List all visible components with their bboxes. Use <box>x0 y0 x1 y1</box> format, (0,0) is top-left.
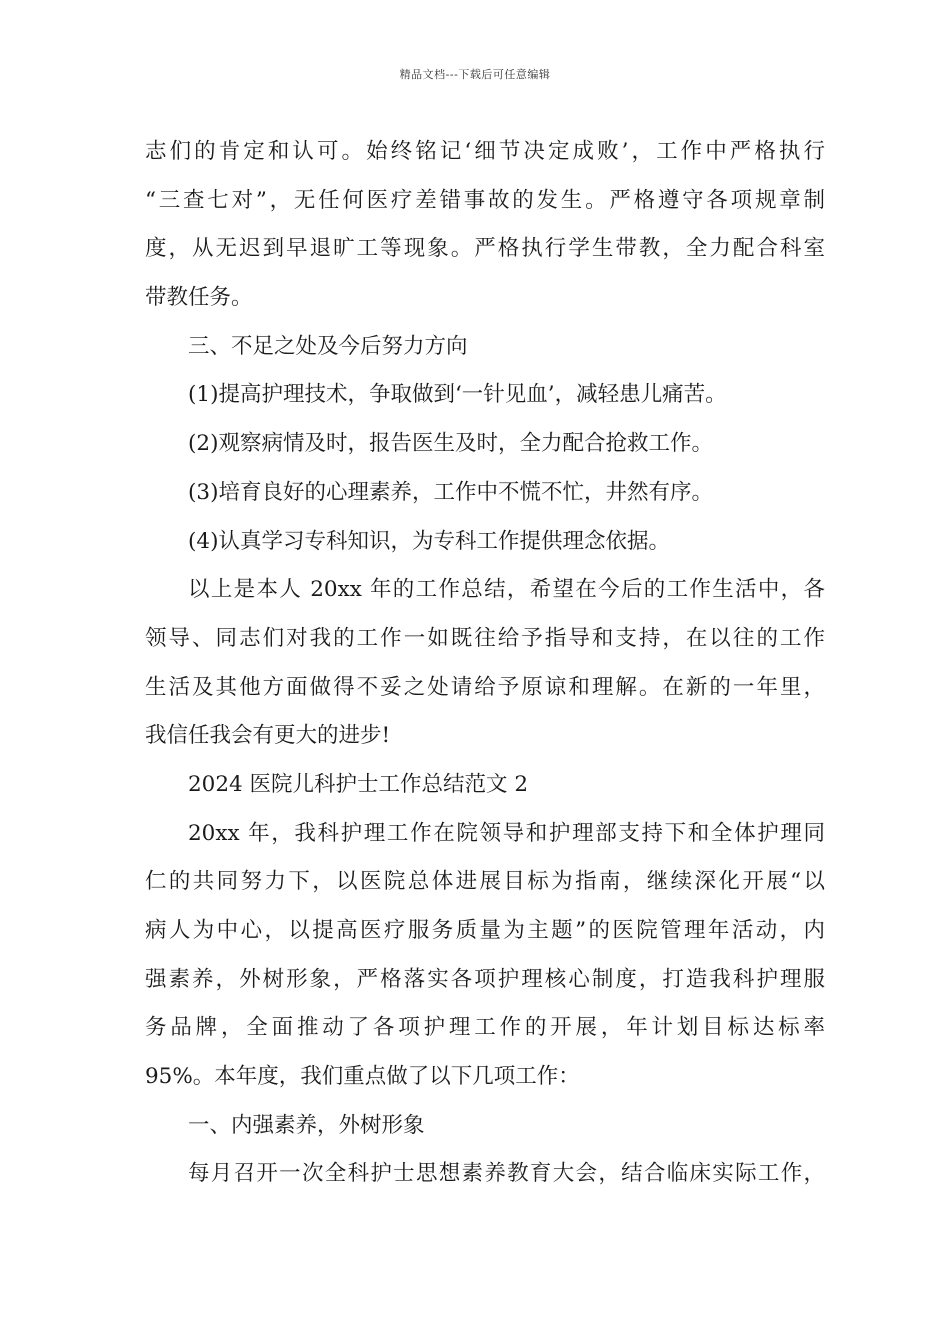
text-line: (2)观察病情及时，报告医生及时，全力配合抢救工作。 <box>188 431 713 457</box>
text-line: “三查七对”，无任何医疗差错事故的发生。严格遵守各项规章制 <box>145 187 825 213</box>
text-line: 病人为中心，以提高医疗服务质量为主题”的医院管理年活动，内 <box>145 918 825 943</box>
text-line: 志们的肯定和认可。始终铭记‘细节决定成败’，工作中严格执行 <box>145 139 825 164</box>
text-line: (3)培育良好的心理素养，工作中不慌不忙，井然有序。 <box>188 479 713 505</box>
text-line: 度，从无迟到早退旷工等现象。严格执行学生带教，全力配合科室 <box>145 236 825 262</box>
text-line: 20xx 年，我科护理工作在院领导和护理部支持下和全体护理同 <box>188 820 825 846</box>
text-line: (1)提高护理技术，争取做到‘一针见血’，减轻患儿痛苦。 <box>188 382 727 408</box>
page-header: 精品文档---下载后可任意编辑 <box>399 68 551 81</box>
text-line: (4)认真学习专科知识，为专科工作提供理念依据。 <box>188 528 670 554</box>
text-line: 务品牌，全面推动了各项护理工作的开展，年计划目标达标率 <box>145 1015 825 1041</box>
text-line: 一、内强素养，外树形象 <box>188 1112 425 1138</box>
text-line: 生活及其他方面做得不妥之处请给予原谅和理解。在新的一年里， <box>145 674 825 700</box>
text-line: 仁的共同努力下，以医院总体进展目标为指南，继续深化开展“以 <box>145 869 825 895</box>
text-line: 我信任我会有更大的进步! <box>145 723 391 749</box>
text-line: 三、不足之处及今后努力方向 <box>188 333 468 359</box>
text-line: 每月召开一次全科护士思想素养教育大会，结合临床实际工作， <box>188 1161 825 1187</box>
text-line: 以上是本人 20xx 年的工作总结，希望在今后的工作生活中，各 <box>188 577 825 603</box>
text-line: 带教任务。 <box>145 285 253 311</box>
text-line: 2024 医院儿科护士工作总结范文 2 <box>188 771 529 797</box>
document-body <box>145 128 825 1199</box>
text-line: 领导、同志们对我的工作一如既往给予指导和支持，在以往的工作 <box>145 625 825 651</box>
text-line: 95%。本年度，我们重点做了以下几项工作： <box>145 1064 580 1090</box>
text-line: 强素养，外树形象，严格落实各项护理核心制度，打造我科护理服 <box>145 966 825 992</box>
